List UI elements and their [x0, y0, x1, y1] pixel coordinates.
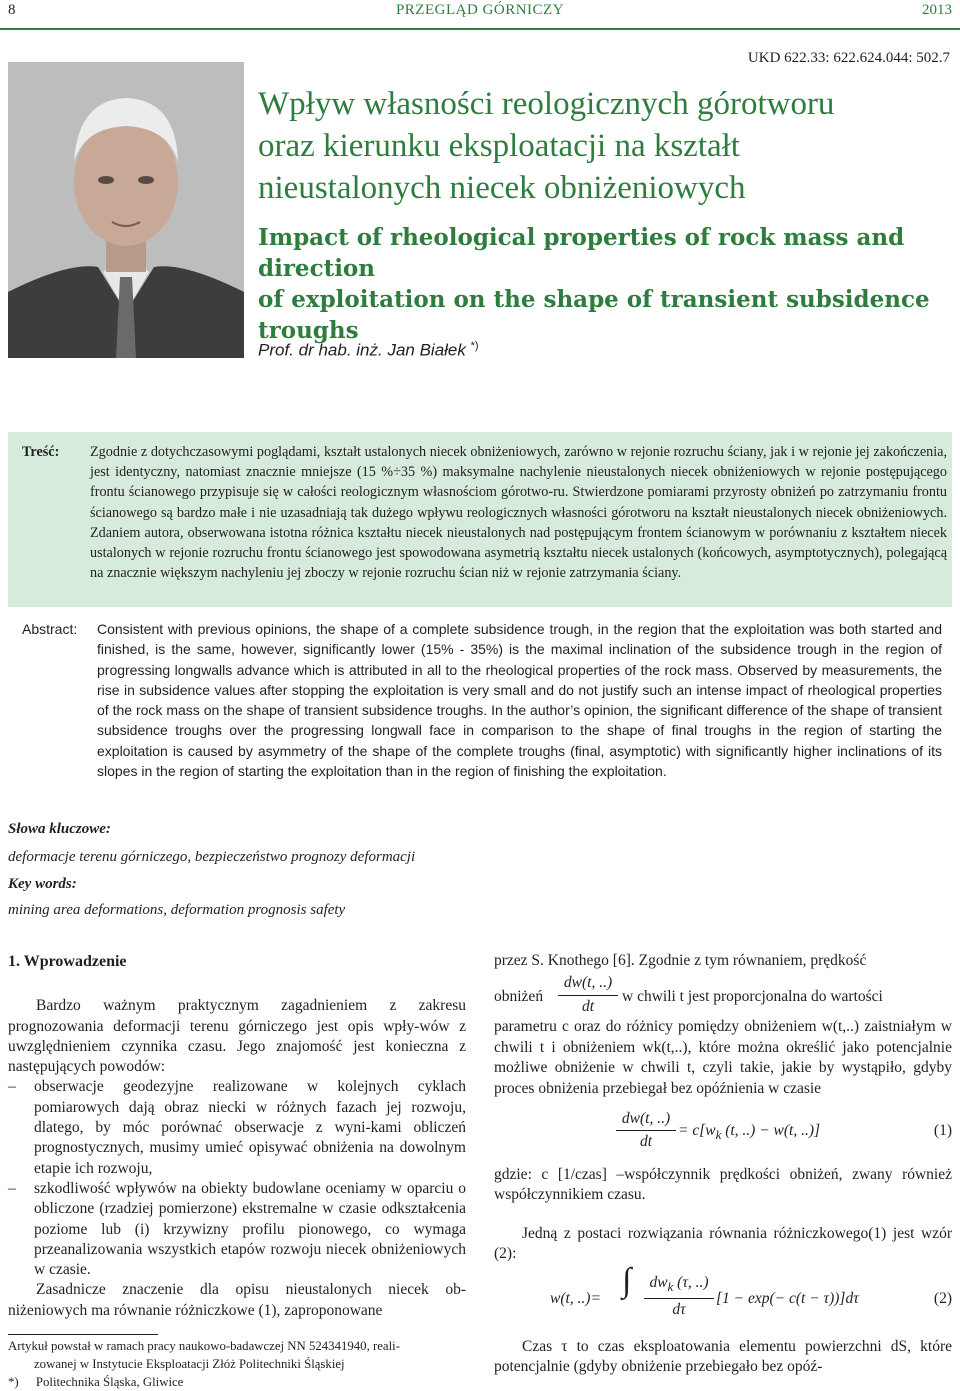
title-en-line: Impact of rheological properties of rock mass and direction	[258, 224, 905, 282]
keywords-en-label: Key words:	[8, 876, 77, 892]
equation-number: (2)	[933, 1289, 952, 1307]
author-name: Prof. dr hab. inż. Jan Białek	[258, 340, 466, 360]
keywords-en: mining area deformations, deformation prognosis safety	[8, 902, 346, 918]
footnote-line: Politechnika Śląska, Gliwice	[35, 1375, 184, 1389]
list-item: – szkodliwość wpływów na obiekty budowlane oceniamy w oparciu o obliczone (rzadziej pomierzone) ekstremalne w czasie odkształcenia poziome lub (i) krzywizny profilu pionowego, co wymaga przeanalizowania wszystkich etapów rozwoju niecek obniżeniowych w czasie.	[8, 1179, 466, 1279]
body-text: w chwili t jest proporcjonalna do wartości	[622, 988, 883, 1006]
eq1-fraction: dw(t, ..) dt	[616, 1109, 676, 1153]
page-number: 8	[8, 2, 16, 18]
eq2-lhs: w(t, ..)=	[550, 1289, 601, 1307]
list-item: – obserwacje geodezyjne realizowane w kolejnych cyklach pomiarowych dają obraz niecki w różnych fazach jej rozwoju, dlatego, by móc porównać obserwacje z wyni-kami obliczeń prognostycznych, musimy umieć opisywać obniżenia na dowolnym etapie ich rozwoju,	[8, 1078, 466, 1177]
eq1-rhs: = $c[w_k$ (t, ..) − w(t, ..)]	[678, 1122, 821, 1143]
title-pl-line: Wpływ własności reologicznych górotworu	[258, 86, 835, 122]
intro-paragraph: Bardzo ważnym praktycznym zagadnieniem z zakresu prognozowania deformacji terenu górniczego jest opis wpły-wów z uwzględnieniem czynnika czasu. Jego znajomość jest konieczna z następujących powodów:	[8, 997, 466, 1076]
udc-code: UKD 622.33: 622.624.044: 502.7	[747, 50, 950, 66]
summary-pl	[22, 442, 947, 583]
abstract-text: Consistent with previous opinions, the shape of a complete subsidence trough, in the region that the exploitation was both started and finished, is the same, however, significantly lower (15% - 35%) is the maximal inclination of the subsidence trough in the region of progressing longwalls advance which is attributed in all to the rheological properties of the rock mass. Observed by measurements, the rise in subsidence values after stopping the exploitation is very small and do not justify such an intense impact of rheological properties of the rock mass on the shape of transient subsidence troughs. In the author’s opinion, the significant difference of the shape of transient subsidence troughs over the progressing longwall face in comparison to the shape of final troughs in the region of starting the exploitation is caused by asymmetry of the shape of the complete troughs (final, asymptotic) with significantly higher inclinations of its slopes in the region of starting the exploitation than in the region of finishing the exploitation.	[97, 621, 942, 780]
integral-sign: ∫	[622, 1261, 632, 1299]
footnote-mark: *)	[8, 1375, 19, 1389]
author-line	[258, 340, 479, 361]
eq2-fraction: $dw_k$ (τ, ..) dτ	[644, 1273, 714, 1321]
body-text: parametru c oraz do różnicy pomiędzy obniżeniem w(t,..) zaistniałym w chwili t i obniżeniem wk(t,..), które można określić jako potencjalnie możliwe obniżenie w chwili t, czyli takie, jakie by wystąpiło, gdyby proces obniżenia przebiegał bez opóźnienia w czasie	[494, 1018, 952, 1097]
body-text: przez S. Knothego [6]. Zgodnie z tym równaniem, prędkość	[494, 952, 867, 969]
title-pl-line: oraz kierunku eksploatacji na kształt	[258, 128, 740, 164]
summary-label: Treść:	[22, 444, 60, 460]
footnote-line: zowanej w Instytucie Eksploatacji Złóż Politechniki Śląskiej	[34, 1357, 345, 1371]
keywords-pl: deformacje terenu górniczego, bezpieczeństwo prognozy deformacji	[8, 849, 416, 865]
journal-name: PRZEGLĄD GÓRNICZY	[395, 2, 565, 18]
title-pl-line: nieustalonych niecek obniżeniowych	[258, 170, 746, 206]
author-portrait	[8, 62, 244, 358]
inline-fraction	[558, 973, 618, 1017]
footnote	[8, 1337, 466, 1391]
title-english	[258, 222, 953, 346]
list-item-text: obserwacje geodezyjne realizowane w kolejnych cyklach pomiarowych dają obraz niecki w różnych fazach jej rozwoju, dlatego, by móc porównać obserwacje z wyni-kami obliczeń prognostycznych, musimy umieć opisywać obniżenia na dowolnym etapie ich rozwoju,	[34, 1078, 466, 1177]
inline-formula-line	[494, 973, 952, 1017]
frac-numerator: dw(t, ..)	[563, 974, 613, 992]
section-heading: 1. Wprowadzenie	[8, 953, 127, 970]
equation-number: (1)	[933, 1122, 952, 1140]
list-item-text: szkodliwość wpływów na obiekty budowlane oceniamy w oparciu o obliczone (rzadziej pomierzone) ekstremalne w czasie odkształcenia poziome lub (i) krzywizny profilu pionowego, co wymaga przeanalizowania wszystkich etapów rozwoju niecek obniżeniowych w czasie.	[34, 1179, 466, 1279]
body-text: gdzie: c [1/czas] –współczynnik prędkości obniżeń, zwany również współczynnikiem czasu.	[494, 1166, 952, 1204]
summary-text: Zgodnie z dotychczasowymi poglądami, kształt ustalonych niecek obniżeniowych, zarówno w rejonie rozruchu ściany, jak i w rejonie jej zakończenia, jest identyczny, natomiast znacznie mniejsze (15 %÷35 %) maksymalne nachylenie nieustalonych niecek obniżeniowych w rejonie postępującego frontu ścianowego przypisuje się w całości reologicznym własnościom górotwo-ru. Stwierdzone pomiarami przyrosty obniżeń po zatrzymaniu frontu ścianowego są bardzo małe i nie uzasadniają tak dużego wpływu reologicznych własności górotworu na kształt nieustalonych niecek obniżeniowych. Zdaniem autora, obserwowana istotna różnica kształtu niecek nieustalonych nad postępującym frontem ścianowym w porównaniu z kształtem niecek ustalonych w rejonie rozruchu frontu ścianowego jest spowodowana asymetrią kształtu niecek ustalonych (końcowych, asymptotycznych), polegającą na znacznie większym nachyleniu jej zboczy w rejonie rozruchu ścian niż w rejonie zatrzymania ściany.	[90, 444, 947, 582]
title-polish	[258, 83, 953, 209]
frac-denominator: dt	[581, 997, 595, 1015]
body-text: Jedną z postaci rozwiązania równania różniczkowego(1) jest wzór (2):	[494, 1224, 952, 1263]
equation-2	[494, 1261, 952, 1337]
intro-column	[8, 952, 466, 1321]
title-en-line: of exploitation on the shape of transient subsidence troughs	[258, 286, 930, 344]
abstract-en	[22, 619, 942, 781]
body-text: obniżeń	[494, 988, 544, 1006]
header-rule	[0, 28, 960, 30]
intro-paragraph: Zasadnicze znaczenie dla opisu nieustalonych niecek ob-niżeniowych ma równanie różniczkowe (1), zaproponowane	[8, 1281, 466, 1319]
eq2-rhs: [1 − exp(− c(t − τ))]dτ	[716, 1289, 859, 1307]
abstract-label: Abstract:	[22, 621, 78, 637]
keywords-pl-label: Słowa kluczowe:	[8, 821, 111, 837]
author-mark: *)	[470, 340, 479, 352]
footnote-line: Artykuł powstał w ramach pracy naukowo-badawczej NN 524341940, reali-	[8, 1339, 400, 1353]
journal-year: 2013	[922, 2, 952, 18]
running-header	[8, 2, 952, 24]
body-text: Czas τ to czas eksploatowania elementu powierzchni dS, które potencjalnie (gdyby obniżenie przebiegało bez opóź-	[494, 1337, 952, 1376]
right-column	[494, 951, 952, 1377]
footnote-rule	[8, 1334, 158, 1335]
equation-1	[494, 1105, 952, 1165]
